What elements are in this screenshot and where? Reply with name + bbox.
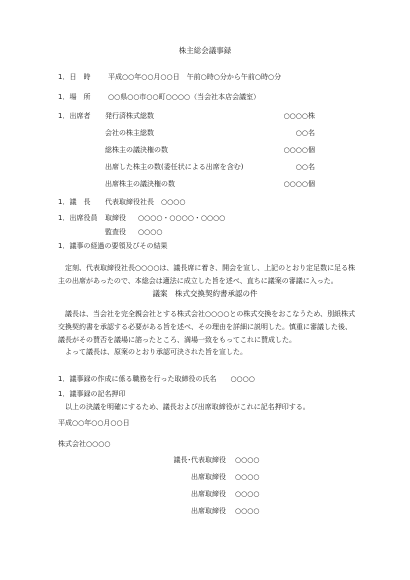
date-value: 平成○○年○○月○○日 午前○時○分から午前○時○分 [108,73,282,81]
attendee-row-label: 発行済株式総数 [105,112,154,120]
signatory-name: ○○○○ [235,473,260,481]
attendee-row-label: 会社の株主総数 [105,129,154,137]
document-title: 株主総会議事録 [178,46,232,55]
chair-label: 1．議 長 [58,198,91,206]
signatory-name: ○○○○ [235,456,260,464]
signatory-name: ○○○○ [235,490,260,498]
proceedings-heading: 1．議事の経過の要領及びその結果 [58,242,168,250]
attendee-row-value: ○○名 [295,163,315,171]
signatory-role: 出席取締役 [191,490,226,498]
place-value: ○○県○○市○○町○○○○（当会社本店会議室） [108,93,261,101]
attendee-row-value: ○○名 [295,129,315,137]
proceedings-intro: 定刻、代表取締役社長○○○○は、議長席に着き、開会を宣し、上記のとおり定足数に足る株主の出席があったので、本総会は適法に成立した旨を述べ、直ちに議案の審議に入った。 [58,264,356,285]
signatory-role: 議長･代表取締役 [173,456,226,464]
place-label: 1．場 所 [58,93,91,101]
attendee-row-label: 総株主の議決権の数 [105,146,168,154]
agenda-result: よって議長は、原案のとおり承認可決された旨を宣した。 [65,348,247,356]
attendee-row-value: ○○○○株 [283,112,315,120]
officer-role: 監査役 [105,228,126,236]
company-name: 株式会社○○○○ [58,440,111,448]
attendee-row-value: ○○○○個 [283,146,315,154]
signature-heading: 1．議事録の記名押印 [58,390,126,398]
signatory-role: 出席取締役 [191,507,226,515]
minutes-author: 1．議事録の作成に係る職務を行った取締役の氏名 ○○○○ [58,375,255,383]
officer-role: 取締役 [105,214,126,222]
attendee-row-value: ○○○○個 [283,180,315,188]
chair-value: 代表取締役社長 ○○○○ [105,198,186,206]
officer-names: ○○○○ [138,228,163,236]
attendee-row-label: 出席した株主の数(委任状による出席を含む) [105,163,244,171]
date-label: 1．日 時 [58,73,91,81]
attendee-row-label: 出席株主の議決権の数 [105,180,175,188]
signature-text: 以上の決議を明確にするため、議長および出席取締役がこれに記名押印する。 [65,403,310,411]
officer-names: ○○○○・○○○○・○○○○ [138,214,226,222]
signatory-name: ○○○○ [235,507,260,515]
agenda-body: 議長は、当会社を完全親会社とする株式会社○○○○との株式交換をおこなうため、別紙株式交換契約書を承認する必要がある旨を述べ、その理由を詳細に説明した。慎重に審議した後、議長がその賛否を議場に諮ったところ、満場一致をもってこれに賛成した。 [58,310,356,344]
document-date: 平成○○年○○月○○日 [58,419,130,427]
officers-label: 1．出席役員 [58,214,98,222]
agenda-title: 議案 株式交換契約書承認の件 [152,289,258,298]
attendees-label: 1．出席者 [58,112,91,120]
signatory-role: 出席取締役 [191,473,226,481]
